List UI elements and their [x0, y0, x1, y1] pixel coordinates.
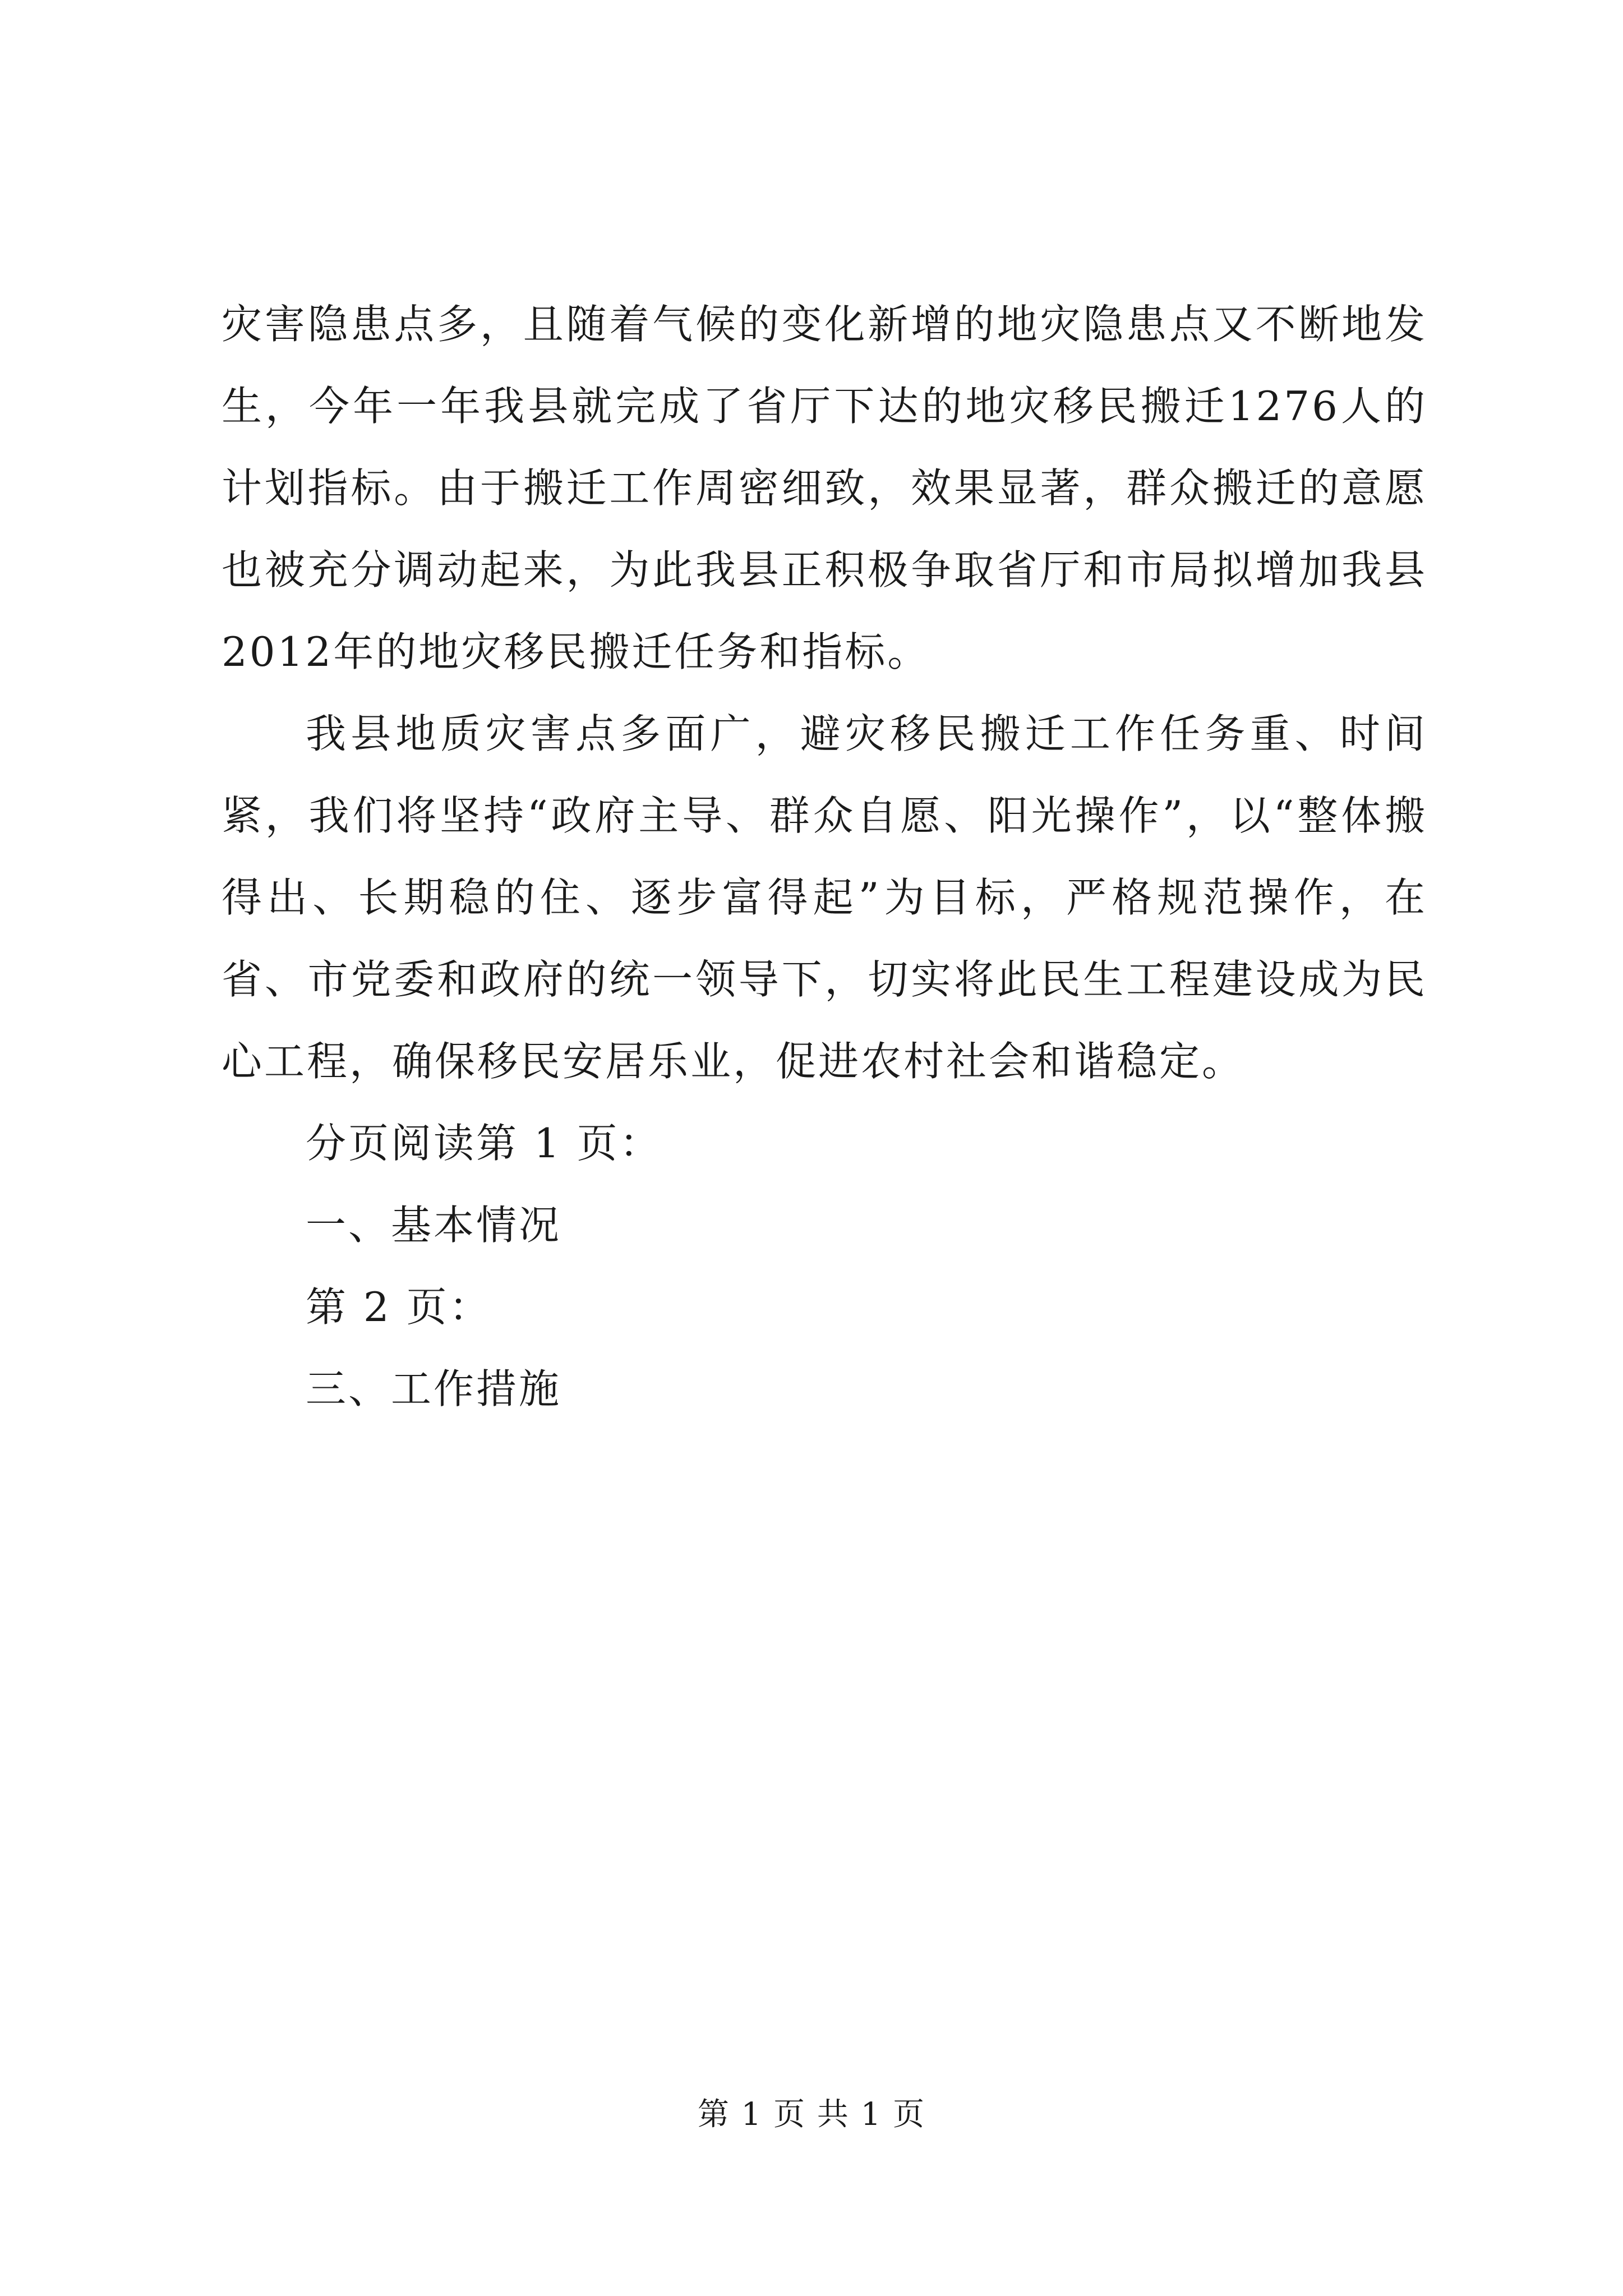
- section-basic-situation: 一、基本情况: [306, 1202, 562, 1249]
- page-nav-heading: 分页阅读第 1 页：: [306, 1120, 662, 1167]
- page-two-heading: 第 2 页：: [306, 1283, 492, 1331]
- paragraph-relocation-progress: 灾害隐患点多，且随着气候的变化新增的地灾隐患点又不断地发生，今年一年我县就完成了省厅下达的地灾移民搬迁1276人的计划指标。由于搬迁工作周密细致，效果显著，群众搬迁的意愿也被充分调动起来，为此我县正积极争取省厅和市局拟增加我县2012年的地灾移民搬迁任务和指标。: [222, 301, 1427, 675]
- document-body: [222, 283, 1427, 1430]
- page-footer: 第 1 页 共 1 页: [697, 2096, 926, 2133]
- paragraph-relocation-policy: 我县地质灾害点多面广，避灾移民搬迁工作任务重、时间紧，我们将坚持“政府主导、群众自愿、阳光操作”，以“整体搬得出、长期稳的住、逐步富得起”为目标，严格规范操作，在省、市党委和政府的统一领导下，切实将此民生工程建设成为民心工程，确保移民安居乐业，促进农村社会和谐稳定。: [222, 710, 1427, 1085]
- section-work-measures: 三、工作措施: [306, 1365, 562, 1412]
